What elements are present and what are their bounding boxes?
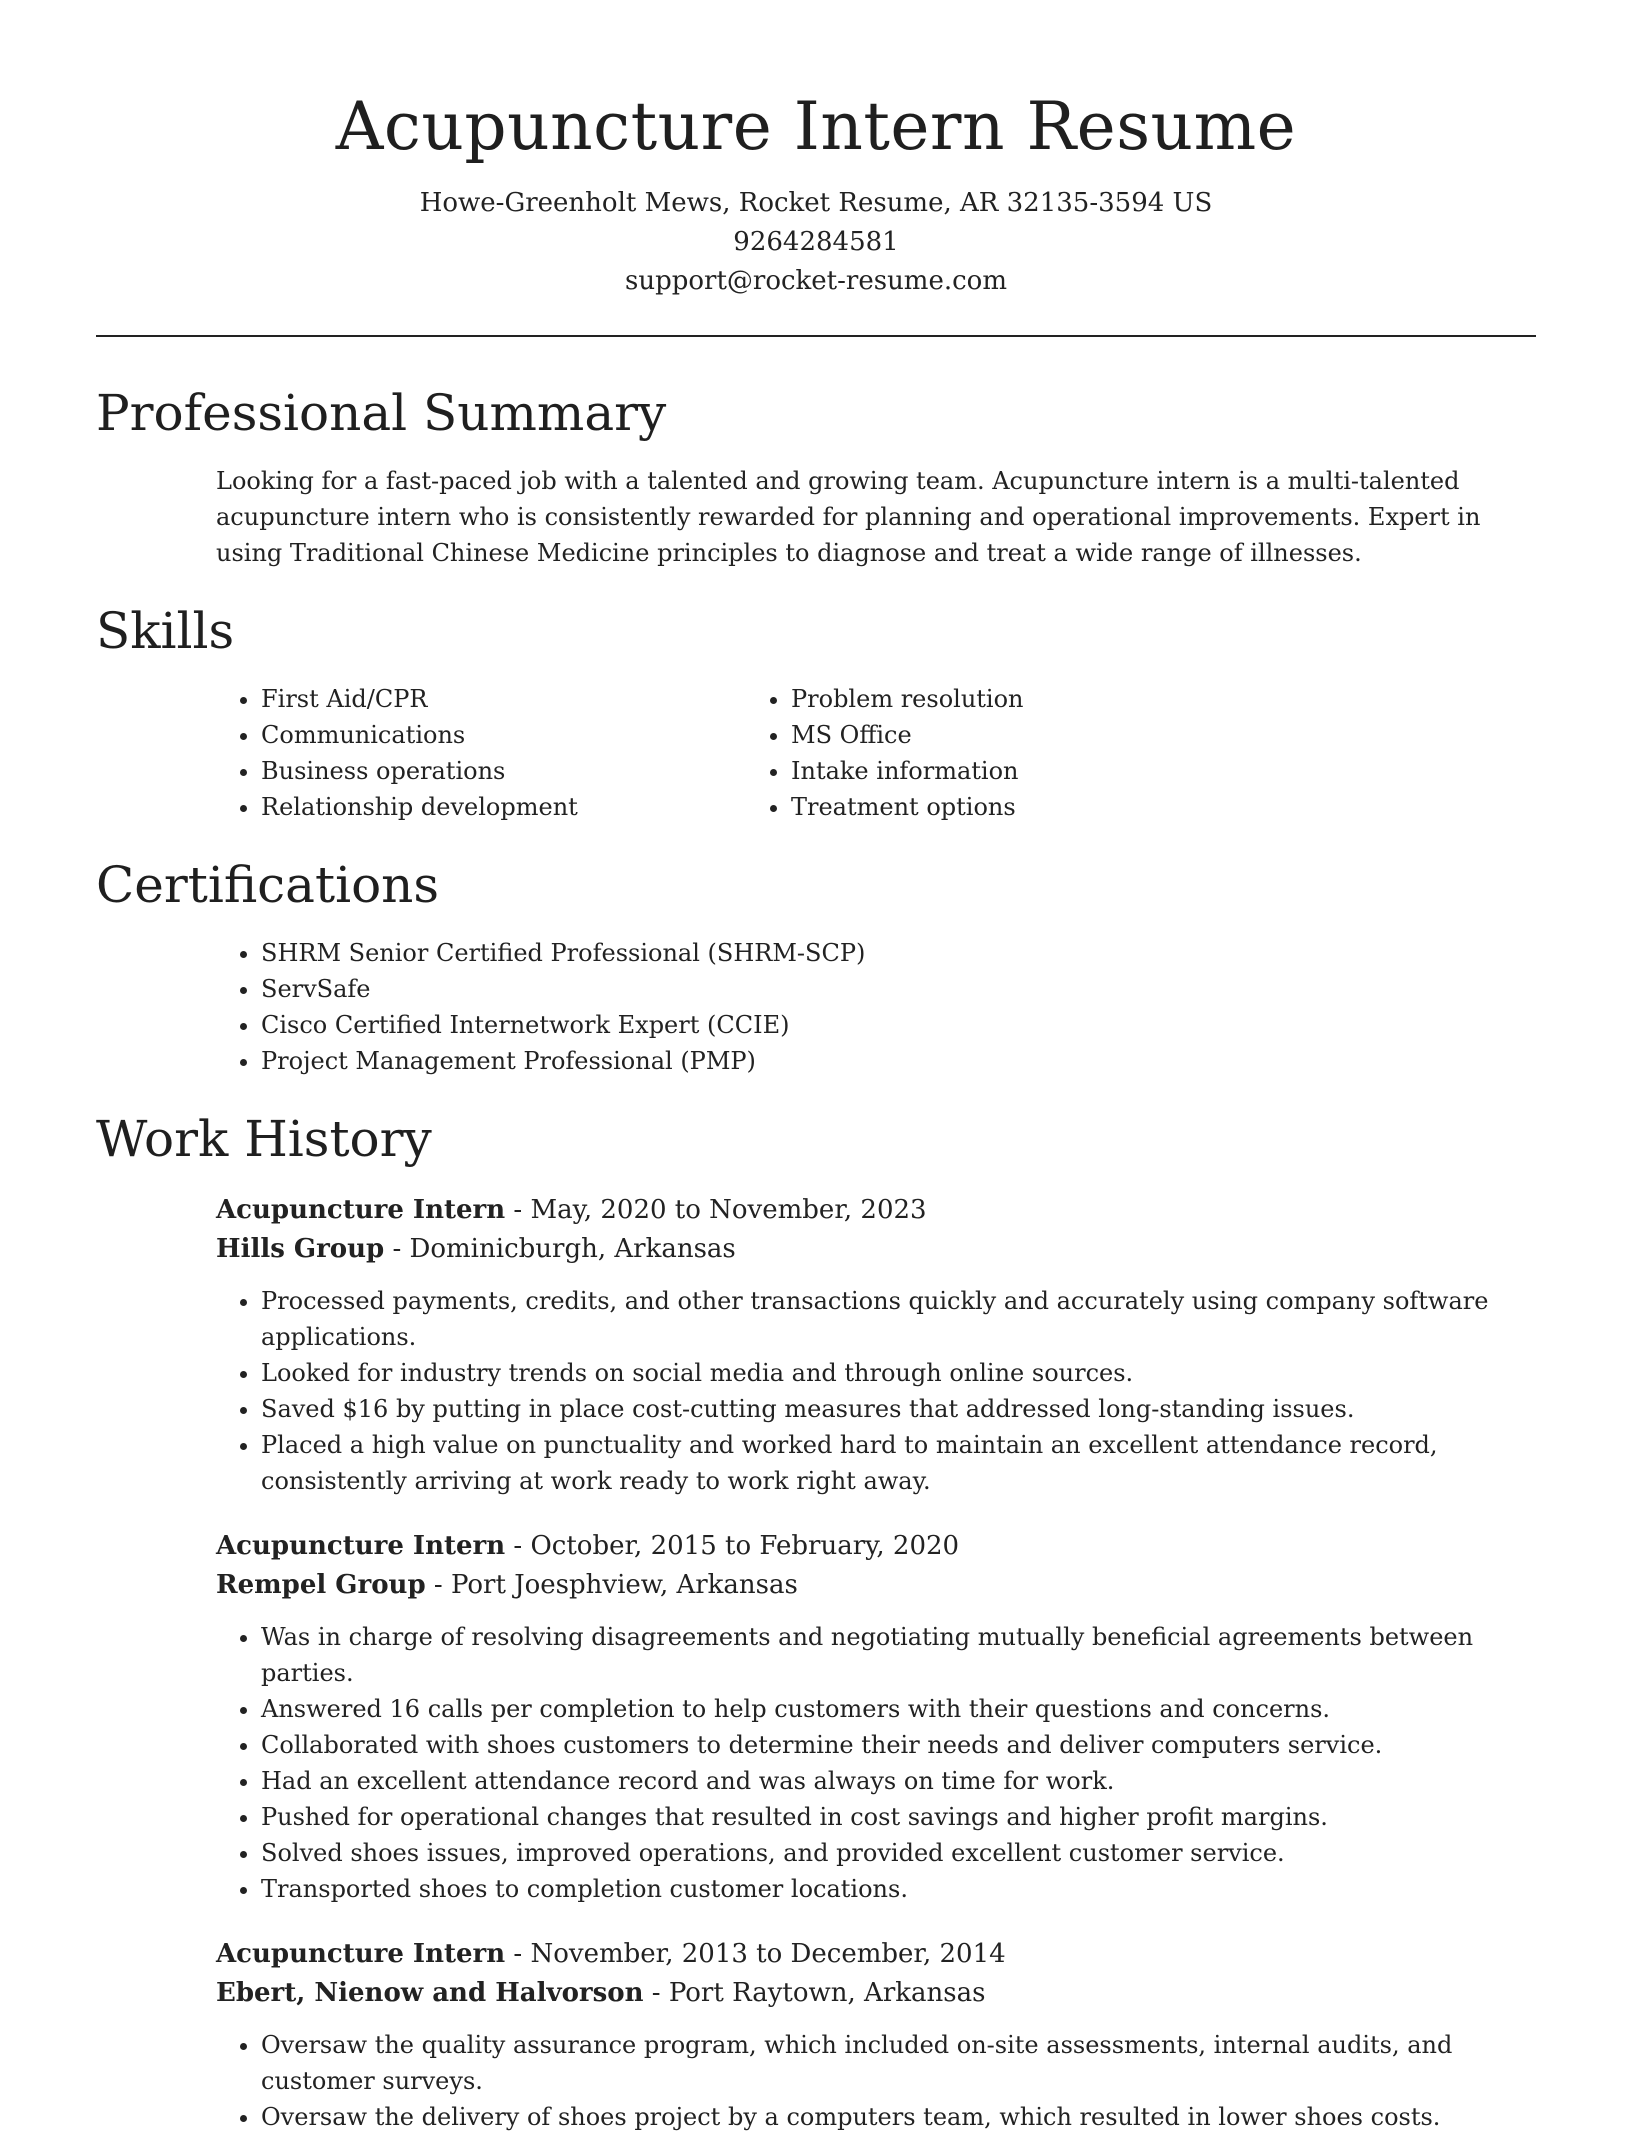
contact-address: Howe-Greenholt Mews, Rocket Resume, AR 32135-3594 US [419,188,1213,218]
skill-item: • Treatment options [791,789,1024,825]
skill-item: • First Aid/CPR [261,681,746,717]
job-bullet: • Oversaw the quality assurance program, which included on-site assessments, internal audits, and customer surveys. [261,2027,1536,2099]
job-company: Hills Group [216,1234,385,1264]
job-bullet: • Collaborated with shoes customers to determine their needs and deliver computers service. [261,1727,1536,1763]
resume-header [96,0,1536,301]
certification-item: • SHRM Senior Certified Professional (SHRM-SCP) [261,935,1536,971]
contact-phone: 9264284581 [733,227,899,257]
certification-item: • Project Management Professional (PMP) [261,1043,1536,1079]
job-dates: - November, 2013 to December, 2014 [505,1939,1006,1969]
job-dates: - October, 2015 to February, 2020 [505,1531,960,1561]
skills-column-left [96,681,746,825]
job-bullet: • Transported shoes to completion customer locations. [261,1871,1536,1907]
header-divider [96,335,1536,337]
job-bullet: • Was in charge of resolving disagreements and negotiating mutually beneficial agreements between parties. [261,1619,1536,1691]
job-bullet: • Answered 16 calls per completion to help customers with their questions and concerns. [261,1691,1536,1727]
work-history-heading: Work History [96,1110,432,1168]
summary-text: Looking for a fast-paced job with a talented and growing team. Acupuncture intern is a multi-talented acupuncture intern who is consistently rewarded for planning and operational improvements. Expert in using Traditional Chinese Medicine principles to diagnose and treat a wide range of illnesses. [216,467,1481,567]
job-bullet: • Processed payments, credits, and other transactions quickly and accurately using company software applications. [261,1283,1536,1355]
skill-item: • Problem resolution [791,681,1024,717]
contact-block [96,184,1536,301]
job-title: Acupuncture Intern [216,1195,506,1225]
certifications-section [96,853,1536,1079]
job-title-line [216,1935,1536,1974]
job-company-line [216,1974,1536,2013]
certification-item: • Cisco Certified Internetwork Expert (CCIE) [261,1007,1536,1043]
summary-section [96,381,1536,571]
job-location: - Port Joesphview, Arkansas [425,1570,798,1600]
summary-heading: Professional Summary [96,384,667,442]
job-bullet: • Pushed for operational changes that resulted in cost savings and higher profit margins. [261,1799,1536,1835]
work-history-section [96,1107,1536,2135]
job-title-line [216,1191,1536,1230]
skills-column-right [746,681,1024,825]
contact-email: support@rocket-resume.com [624,266,1007,296]
skill-item: • Communications [261,717,746,753]
skill-item: • Relationship development [261,789,746,825]
job-bullet: • Oversaw the delivery of shoes project by a computers team, which resulted in lower shoes costs. [261,2099,1536,2135]
job-company: Ebert, Nienow and Halvorson [216,1978,644,2008]
job-entry [96,1191,1536,1499]
skills-columns [96,681,1536,825]
job-bullet: • Solved shoes issues, improved operations, and provided excellent customer service. [261,1835,1536,1871]
job-entry [96,1527,1536,1907]
job-bullet: • Placed a high value on punctuality and worked hard to maintain an excellent attendance record, consistently arriving at work ready to work right away. [261,1427,1536,1499]
job-company: Rempel Group [216,1570,426,1600]
skills-heading: Skills [96,602,235,660]
skill-item: • Business operations [261,753,746,789]
job-company-line [216,1566,1536,1605]
job-bullet: • Saved $16 by putting in place cost-cutting measures that addressed long-standing issues. [261,1391,1536,1427]
job-entry [96,1935,1536,2135]
job-title: Acupuncture Intern [216,1531,506,1561]
certifications-heading: Certifications [96,856,440,914]
skill-item: • Intake information [791,753,1024,789]
skill-item: • MS Office [791,717,1024,753]
job-company-line [216,1230,1536,1269]
certification-item: • ServSafe [261,971,1536,1007]
resume-title: Acupuncture Intern Resume [335,88,1297,165]
job-location: - Port Raytown, Arkansas [643,1978,986,2008]
resume-page [96,0,1536,2135]
job-location: - Dominicburgh, Arkansas [384,1234,736,1264]
job-title: Acupuncture Intern [216,1939,506,1969]
job-title-line [216,1527,1536,1566]
job-dates: - May, 2020 to November, 2023 [505,1195,927,1225]
skills-section [96,599,1536,825]
job-bullet: • Had an excellent attendance record and was always on time for work. [261,1763,1536,1799]
job-bullet: • Looked for industry trends on social media and through online sources. [261,1355,1536,1391]
